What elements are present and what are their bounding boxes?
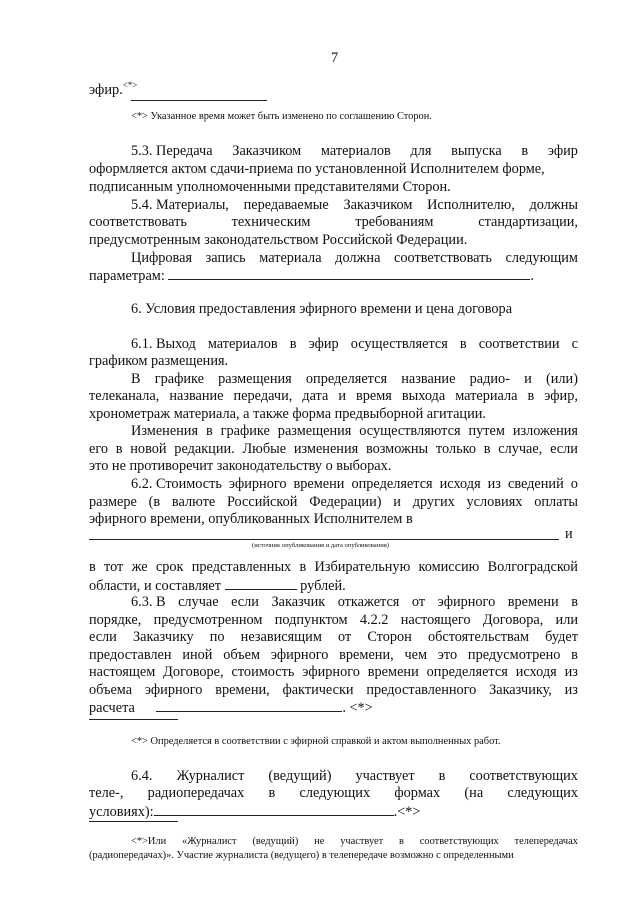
word: порядке, — [89, 612, 142, 628]
word: радиопередачах — [147, 785, 245, 801]
source-blank-line — [89, 539, 559, 540]
word: передачи, — [233, 388, 293, 404]
word: определяется — [305, 371, 388, 387]
word: следующих — [507, 785, 578, 801]
word: Исполнителю, — [427, 197, 515, 213]
word: размещения — [218, 371, 292, 387]
word: Заказчиком — [232, 143, 302, 159]
word: если — [231, 594, 259, 610]
word: (или) — [546, 371, 578, 387]
para-6-4-line-1 — [131, 768, 578, 785]
word: должны — [529, 197, 578, 213]
word: для — [410, 143, 432, 159]
word: по — [209, 629, 225, 645]
word: Заказчику, — [489, 682, 552, 698]
word: объем — [223, 647, 261, 663]
word: «Журналист — [182, 836, 237, 847]
word: в — [459, 336, 467, 352]
word: в — [438, 768, 446, 784]
word: передаваемые — [243, 197, 329, 213]
word: 5.3. Передача — [131, 143, 213, 159]
word: в — [483, 441, 491, 457]
word: не — [314, 836, 325, 847]
word: времени — [367, 664, 419, 680]
word: эфирного — [302, 664, 360, 680]
word: настоящем — [89, 664, 156, 680]
word: (в — [148, 494, 161, 510]
word: в — [527, 388, 535, 404]
word: откажется — [337, 594, 400, 610]
para-6-3-line-4 — [89, 647, 578, 664]
para-6-1-line-8: это не противоречит законодательству о выборах. — [89, 458, 392, 474]
word: формах — [394, 785, 441, 801]
word: или — [555, 612, 578, 628]
word: материалов — [320, 143, 391, 159]
word: графике — [154, 371, 204, 387]
para-6-3-line-7: расчета . <*> — [89, 700, 373, 716]
word: графике — [220, 423, 270, 439]
word: название — [169, 388, 224, 404]
word: только — [435, 441, 476, 457]
para-6-1-line-1 — [131, 336, 578, 353]
word: возможны — [365, 441, 429, 457]
word: в — [571, 647, 578, 663]
word: соответствовать — [394, 250, 492, 266]
word: 4.2.2 — [359, 612, 389, 628]
word: условиях — [466, 494, 523, 510]
word: предусмотрено — [467, 647, 561, 663]
word: с — [571, 336, 578, 352]
word: (на — [464, 785, 484, 801]
word: настоящего — [400, 612, 471, 628]
word: Избирательную — [314, 559, 411, 575]
word: техническим — [231, 214, 311, 230]
word: Договоре, — [163, 664, 224, 680]
word: из — [564, 664, 578, 680]
word: в — [268, 785, 276, 801]
calculation-blank — [156, 699, 342, 712]
word: соответствующих — [469, 768, 578, 784]
para-6-3-line-6 — [89, 682, 578, 699]
word: в — [571, 594, 578, 610]
word: 6.4. — [131, 768, 153, 784]
para-5-3-line-1 — [131, 143, 578, 160]
word: обстоятельствам — [427, 629, 530, 645]
word: соответствующих — [419, 836, 499, 847]
word: осуществляются — [359, 423, 461, 439]
word: материала — [259, 250, 322, 266]
para-6-1-line-6 — [131, 423, 578, 440]
word: Волгоградской — [487, 559, 578, 575]
word: соответствии — [478, 336, 560, 352]
para-5-4-line-3: предусмотренным законодательством Российской Федерации. — [89, 232, 468, 248]
word: эфир — [308, 336, 339, 352]
word: соответствовать — [89, 214, 187, 230]
para-5-3-line-3: подписанным уполномоченными представителями Сторон. — [89, 179, 451, 195]
word: в — [299, 559, 307, 575]
word: времени, — [215, 682, 270, 698]
word: его — [89, 441, 109, 457]
word: стоимость — [231, 664, 295, 680]
footnote-divider-2 — [89, 719, 178, 720]
word: других — [412, 494, 455, 510]
word: (ведущий) — [268, 768, 332, 784]
para-6-2-line-2 — [89, 494, 578, 511]
word: Любые — [242, 441, 287, 457]
word: в — [521, 143, 529, 159]
word: В — [131, 371, 141, 387]
word: осуществляется — [350, 336, 448, 352]
word: объема — [89, 682, 133, 698]
word: следующих — [299, 785, 371, 801]
word: сведений — [507, 476, 564, 492]
word: времени, — [339, 647, 394, 663]
word: участвует — [355, 768, 415, 784]
word: материалов — [207, 336, 278, 352]
para-6-3-line-3 — [89, 629, 578, 646]
price-blank — [225, 577, 297, 590]
para-5-4-line-4 — [131, 250, 578, 267]
word: о — [570, 476, 578, 492]
word: и — [393, 494, 401, 510]
word: участвует — [340, 836, 384, 847]
word: предоставлен — [89, 647, 172, 663]
footnote-1: <*> Указанное время может быть изменено по соглашению Сторон. — [131, 111, 432, 122]
footnote-divider-3 — [89, 821, 178, 822]
source-blank-caption: (источник опубликования и дата опубликования) — [252, 542, 389, 549]
word: Федерации) — [309, 494, 382, 510]
word: определяется — [426, 664, 508, 680]
word: Заказчиком — [343, 197, 413, 213]
word: времени — [293, 476, 345, 492]
word: предоставленного — [366, 682, 477, 698]
word: Заказчик — [271, 594, 326, 610]
word: от — [411, 594, 426, 610]
para-6-2-tail-word: и — [565, 526, 573, 542]
word: тот — [104, 559, 124, 575]
word: новой — [130, 441, 167, 457]
word: редакции. — [174, 441, 235, 457]
word: в — [89, 559, 96, 575]
word: это — [437, 647, 458, 663]
word: в — [399, 836, 404, 847]
word: времени — [507, 594, 559, 610]
word: же — [131, 559, 148, 575]
intro-word: эфир. — [89, 82, 123, 98]
word: изложения — [512, 423, 578, 439]
para-6-4-line-3: условиях): .<*> — [89, 804, 421, 820]
word: эфирного — [228, 476, 287, 492]
word: Журналист — [176, 768, 245, 784]
word: эфирного — [144, 682, 203, 698]
word: иной — [182, 647, 213, 663]
word: Изменения — [131, 423, 199, 439]
para-6-3-line-2 — [89, 612, 578, 629]
word: от — [337, 629, 352, 645]
section-6-heading: 6. Условия предоставления эфирного времени и цена договора — [131, 301, 513, 317]
word: 6.1. Выход — [131, 336, 196, 352]
word: Сторон — [367, 629, 412, 645]
word: из — [487, 476, 501, 492]
word: следующим — [505, 250, 578, 266]
word: теле-, — [89, 785, 124, 801]
para-6-2-line-5: области, и составляет рублей. — [89, 578, 346, 594]
word: стандартизации, — [478, 214, 578, 230]
para-5-4-line-2 — [89, 214, 578, 231]
word: фактически — [282, 682, 354, 698]
para-5-4-line-5: параметрам: . — [89, 268, 534, 284]
page-number: 7 — [331, 50, 339, 66]
word: название — [401, 371, 456, 387]
word: телепередачах — [514, 836, 578, 847]
para-6-4-line-2 — [89, 785, 578, 802]
word: эфир, — [544, 388, 578, 404]
word: изменения — [293, 441, 359, 457]
word: случае, — [498, 441, 543, 457]
word: время — [355, 388, 392, 404]
word: если — [89, 629, 117, 645]
word: в — [289, 336, 297, 352]
word: размещения — [277, 423, 352, 439]
word: предусмотренном — [153, 612, 263, 628]
word: эфир — [547, 143, 578, 159]
word: выхода — [401, 388, 446, 404]
footnote-3-line-2: (радиопередачах)». Участие журналиста (ведущего) в телепередаче возможно с определенными — [89, 850, 514, 861]
para-6-1-line-5: хронометраж материала, а также форма предвыборной агитации. — [89, 406, 486, 422]
word: выпуска — [451, 143, 502, 159]
word: из — [564, 682, 578, 698]
word: радио- — [469, 371, 510, 387]
footnote-2: <*> Определяется в соответствии с эфирной справкой и актом выполненных работ. — [131, 736, 501, 747]
word: 6.3. В — [131, 594, 166, 610]
word: комиссию — [418, 559, 480, 575]
word: случае — [178, 594, 219, 610]
para-6-1-line-2: графиком размещения. — [89, 353, 229, 369]
word: и — [524, 371, 532, 387]
word: Заказчику — [132, 629, 194, 645]
conditions-blank — [154, 803, 394, 816]
word: и — [338, 388, 346, 404]
para-6-2-line-4 — [89, 559, 578, 576]
para-5-4-line-1 — [131, 197, 578, 214]
para-6-2-line-3: эфирного времени, опубликованных Исполнителем в — [89, 511, 413, 527]
word: определяется — [351, 476, 433, 492]
footnote-3-line-1 — [131, 835, 578, 848]
word: 5.4. Материалы, — [131, 197, 229, 213]
para-5-3-line-2: оформляется актом сдачи-приема по установленной Исполнителем форме, — [89, 161, 545, 177]
word: эфирного — [437, 594, 496, 610]
word: в — [115, 441, 123, 457]
word: чем — [404, 647, 428, 663]
word: дата — [302, 388, 329, 404]
word: телеканала, — [89, 388, 160, 404]
para-6-3-line-5 — [89, 664, 578, 681]
para-6-3-line-1 — [131, 594, 578, 611]
intro-line — [89, 77, 137, 99]
footnote-divider — [131, 100, 267, 101]
word: если — [550, 441, 578, 457]
word: материала — [455, 388, 518, 404]
para-6-1-line-7 — [89, 441, 578, 458]
word: (ведущий) — [252, 836, 299, 847]
word: запись — [205, 250, 246, 266]
word: 6.2. Стоимость — [131, 476, 222, 492]
word: подпунктом — [274, 612, 348, 628]
word: путем — [468, 423, 505, 439]
word: срок — [155, 559, 184, 575]
parameters-blank — [168, 267, 530, 280]
para-6-1-line-4 — [89, 388, 578, 405]
word: исходя — [439, 476, 481, 492]
word: размере — [89, 494, 137, 510]
word: исходя — [515, 664, 557, 680]
word: независящим — [240, 629, 322, 645]
word: представленных — [191, 559, 292, 575]
word: Цифровая — [131, 250, 193, 266]
para-6-2-line-1 — [131, 476, 578, 493]
word: эфирного — [270, 647, 329, 663]
word: в — [205, 423, 213, 439]
word: должна — [335, 250, 381, 266]
word: <*>Или — [131, 836, 167, 847]
word: Российской — [226, 494, 298, 510]
footnote-mark: <*> — [122, 80, 138, 90]
word: требованиям — [355, 214, 434, 230]
word: будет — [545, 629, 578, 645]
word: оплаты — [534, 494, 578, 510]
word: Договора, — [482, 612, 544, 628]
word: валюте — [171, 494, 216, 510]
para-6-1-line-3 — [131, 371, 578, 388]
